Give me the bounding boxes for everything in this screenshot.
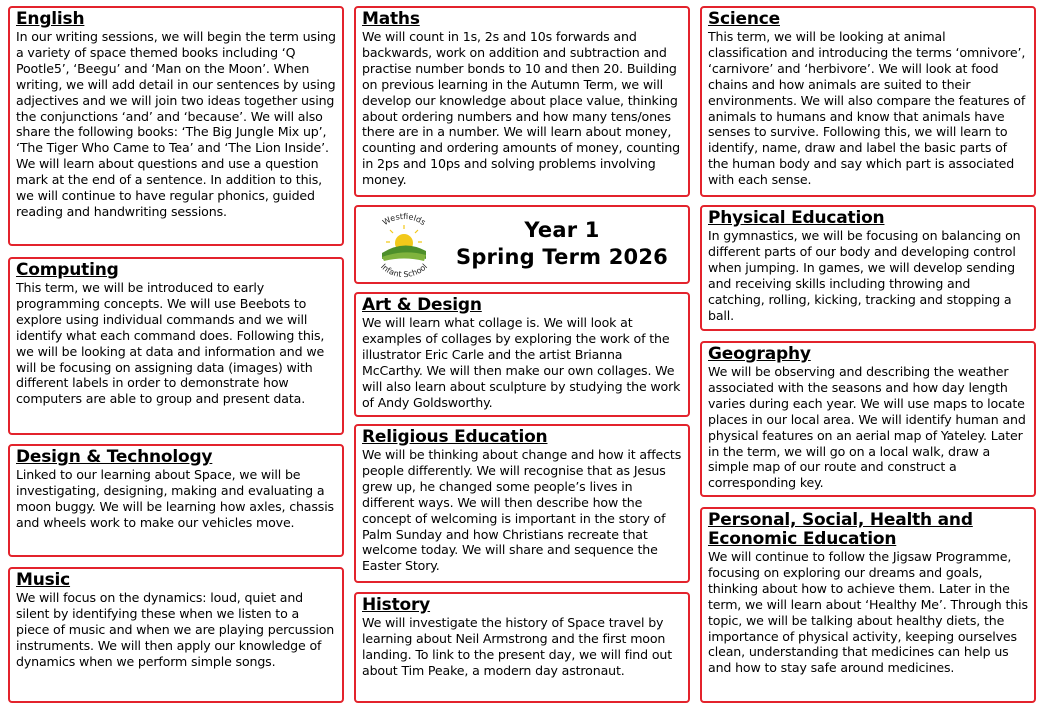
geography-text: We will be observing and describing the weather associated with the seasons and how day length varies during each year. We will use maps to locate places in our local area. We will identify human and physical features on an aerial map of Yateley. Later in the term, we will go on a local walk, draw a simple map of our route and construct a corresponding key.: [708, 364, 1026, 491]
svg-text:Westfields: [381, 211, 427, 226]
science-text: This term, we will be looking at animal classification and introducing the terms ‘omnivore’, ‘carnivore’ and ‘herbivore’. We will look at food chains and how animals are suited to their environments. We will also compare the features of animals to humans and know that animals have senses to survive. Following this, we will learn to identify, name, draw and label the basic parts of the human body and say which part is associated with each sense.: [708, 29, 1026, 188]
title-card: [354, 205, 690, 284]
english-box: [8, 6, 344, 246]
computing-text: This term, we will be introduced to early programming concepts. We will use Beebots to explore using individual commands and we will identify what each command does. Following this, we will be looking at data and information and we will be focusing on assigning data (images) with different labels in order to demonstrate how computers are able to group and present data.: [16, 280, 325, 407]
school-name-bottom: Infant School: [378, 261, 430, 279]
maths-text: We will count in 1s, 2s and 10s forwards and backwards, work on addition and subtraction and practise number bonds to 10 and then 20. Building on previous learning in the Autumn Term, we will develop our knowledge about place value, thinking about ordering numbers and how many tens/ones there are in a number. We will learn about money, counting and ordering amounts of money, counting in 2ps and 10ps and solving problems involving money.: [362, 29, 681, 188]
science-heading: Science: [708, 9, 780, 29]
pshe-text: We will continue to follow the Jigsaw Programme, focusing on exploring our dreams and goals, thinking about how to achieve them. Later in the term, we will learn about ‘Healthy Me’. Through this topic, we will be talking about healthy diets, the importance of physical activity, keeping ourselves clean, understanding that medicines can help us and how to stay safe around medicines.: [708, 549, 1028, 676]
english-text: In our writing sessions, we will begin the term using a variety of space themed books including ‘Q Pootle5’, ‘Beegu’ and ‘Man on the Moon’. When writing, we will add detail in our sentences by using adjectives and we will join two ideas together using the conjunctions ‘and’ and ‘because’. We will also share the following books: ‘The Big Jungle Mix up’, ‘The Tiger Who Came to Tea’ and ‘The Lion Inside’. We will learn about questions and use a question mark at the end of a sentence. In addition to this, we will continue to have regular phonics, guided reading and handwriting sessions.: [16, 29, 336, 219]
physical-education-heading: Physical Education: [708, 208, 885, 228]
physical-education-box: [700, 205, 1036, 331]
design-technology-heading: Design & Technology: [16, 447, 213, 467]
art-design-heading: Art & Design: [362, 295, 482, 315]
religious-education-heading: Religious Education: [362, 427, 548, 447]
physical-education-text: In gymnastics, we will be focusing on balancing on different parts of our body and developing control when jumping. In games, we will develop sending and receiving skills including throwing and catching, rolling, kicking, tracking and stopping a ball.: [708, 228, 1021, 323]
school-logo-icon: [366, 209, 442, 279]
page-title: [442, 217, 682, 271]
music-heading: Music: [16, 570, 71, 590]
science-box: [700, 6, 1036, 197]
title-term: Spring Term 2026: [456, 244, 668, 269]
pshe-box: [700, 507, 1036, 703]
art-design-box: [354, 292, 690, 417]
design-technology-text: Linked to our learning about Space, we will be investigating, designing, making and evaluating a moon buggy. We will be learning how axles, chassis and wheels work to make our vehicles move.: [16, 467, 334, 530]
english-heading: English: [16, 9, 85, 29]
music-box: [8, 567, 344, 703]
school-name-top: Westfields: [381, 211, 428, 227]
school-logo: [366, 209, 442, 279]
maths-box: [354, 6, 690, 197]
history-box: [354, 592, 690, 703]
computing-box: [8, 257, 344, 435]
svg-text:Infant School: [379, 262, 429, 279]
music-text: We will focus on the dynamics: loud, quiet and silent by identifying these when we listen to a piece of music and when we are playing percussion instruments. We will then apply our knowledge of dynamics when we perform simple songs.: [16, 590, 335, 669]
maths-heading: Maths: [362, 9, 420, 29]
religious-education-box: [354, 424, 690, 583]
geography-heading: Geography: [708, 344, 811, 364]
pshe-heading: Personal, Social, Health and Economic Education: [708, 510, 973, 549]
title-year: Year 1: [524, 217, 600, 242]
religious-education-text: We will be thinking about change and how it affects people differently. We will recognise that as Jesus grew up, he changed some people’s lives in different ways. We will then describe how the concept of welcoming is important in the story of Palm Sunday and how Christians recreate that welcome today. We will share and sequence the Easter Story.: [362, 447, 682, 574]
computing-heading: Computing: [16, 260, 119, 280]
geography-box: [700, 341, 1036, 497]
design-technology-box: [8, 444, 344, 557]
history-heading: History: [362, 595, 431, 615]
art-design-text: We will learn what collage is. We will look at examples of collages by exploring the work of the illustrator Eric Carle and the artist Brianna McCarthy. We will then make our own collages. We will also learn about sculpture by studying the work of Andy Goldsworthy.: [362, 315, 681, 410]
history-text: We will investigate the history of Space travel by learning about Neil Armstrong and the first moon landing. To link to the present day, we will find out about Tim Peake, a modern day astronaut.: [362, 615, 673, 678]
